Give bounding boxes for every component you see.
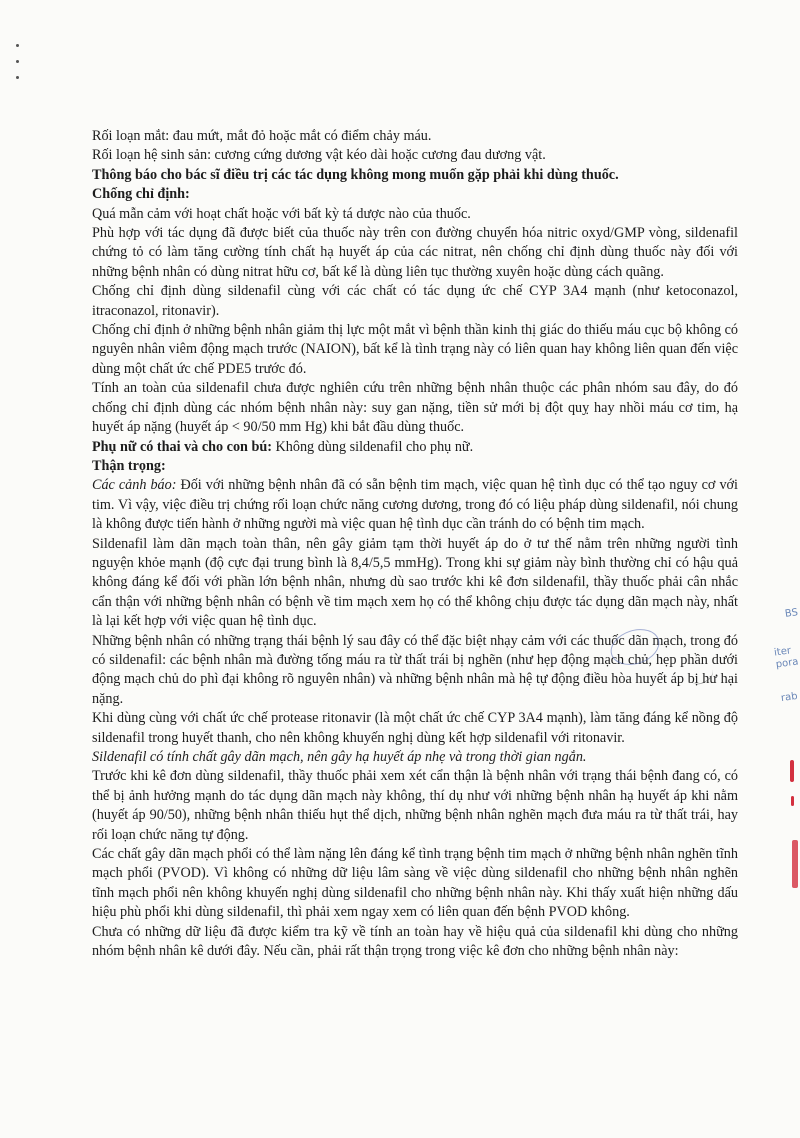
paragraph-safety-subgroups: Tính an toàn của sildenafil chưa được nghiên cứu trên những bệnh nhân thuộc các phân nhóm sau đây, do đó chống chỉ định dùng các nhóm bệnh nhân này: suy gan nặng, tiền sử mới bị đột quỵ hay nhồi máu cơ tim, hạ huyết áp nặng (huyết áp < 90/50 mm Hg) khi bắt đầu dùng thuốc. <box>92 380 738 436</box>
heading-precautions: Thận trọng: <box>92 457 166 474</box>
edge-mark-a: BS <box>784 607 799 620</box>
paragraph-notify-doctor: Thông báo cho bác sĩ điều trị các tác dụng không mong muốn gặp phải khi dùng thuốc. <box>92 166 619 183</box>
paragraph-no-data: Chưa có những dữ liệu đã được kiểm tra kỹ về tính an toàn hay về hiệu quả của sildenafil khi dùng cho những nhóm bệnh nhân kê dưới đây. Nếu cần, phải rất thận trọng trong việc kê đơn cho những bệnh nhân này: <box>92 923 738 960</box>
mark-dot <box>16 60 19 63</box>
red-stamp-stroke <box>792 840 798 888</box>
paragraph-pvod: Các chất gây dãn mạch phổi có thể làm nặng lên đáng kể tình trạng bệnh tim mạch ở những bệnh nhân nghẽn tĩnh mạch phổi (PVOD). Vì không có những dữ liệu lâm sàng về việc dùng sildenafil cho những bệnh nhân nghẽn tĩnh mạch phổi nên không khuyến nghị dùng sildenafil cho những bệnh nhân này. Khi thấy xuất hiện những dấu hiệu phù phổi khi dùng sildenafil, thì phải xem ngay xem có liên quan đến bệnh PVOD không. <box>92 846 738 921</box>
paragraph-ritonavir: Khi dùng cùng với chất ức chế protease ritonavir (là một chất ức chế CYP 3A4 mạnh), làm tăng đáng kể nồng độ sildenafil trong huyết thanh, cho nên không khuyến nghị dùng kết hợp sildenafil với ritonavir. <box>92 710 738 746</box>
paragraph-warnings <box>92 476 738 534</box>
paragraph-cyp3a4: Chống chỉ định dùng sildenafil cùng với các chất có tác dụng ức chế CYP 3A4 mạnh (như ketoconazol, itraconazol, ritonavir). <box>92 283 738 319</box>
edge-mark-b2: pora <box>775 656 800 671</box>
paragraph-vasodilation-note: Sildenafil có tính chất gây dãn mạch, nên gây hạ huyết áp nhẹ và trong thời gian ngắn. <box>92 749 587 765</box>
mark-dot <box>16 76 19 79</box>
edge-mark-b <box>774 645 800 672</box>
pregnancy-lead: Phụ nữ có thai và cho con bú: <box>92 438 272 455</box>
paragraph-nitrate: Phù hợp với tác dụng đã được biết của thuốc này trên con đường chuyển hóa nitric oxyd/GMP vòng, sildenafil chứng tỏ có làm tăng cường tính chất hạ huyết áp của các nitrat, nên chống chỉ định dùng thuốc này đối với những bệnh nhân có dùng nitrat hữu cơ, bất kể là dùng liên tục thường xuyên hoặc dùng cách quãng. <box>92 225 738 280</box>
paragraph-sensitive-patients: Những bệnh nhân có những trạng thái bệnh lý sau đây có thể đặc biệt nhạy cảm với các thuốc dãn mạch, trong đó có sildenafil: các bệnh nhân mà đường tống máu ra từ thất trái bị nghẽn (như hẹp động mạch chủ, hẹp phần dưới động mạch chủ do phì đại không rõ nguyên nhân) và những bệnh nhân mà hệ tự động điều hòa huyết áp bị hư hại nặng. <box>92 632 738 707</box>
red-stamp-stroke <box>790 760 794 782</box>
red-stamp-stroke <box>791 796 794 806</box>
paragraph-eye-disorders: Rối loạn mắt: đau mứt, mắt đỏ hoặc mắt có điểm chảy máu. <box>92 128 432 144</box>
warnings-text: Đối với những bệnh nhân đã có sẵn bệnh tim mạch, việc quan hệ tình dục có thể tạo nguy cơ với tim. Vì vậy, việc điều trị chứng rối loạn chức năng cương dương, trong đó có liệu pháp dùng sildenafil, nói chung là không được tiến hành ở những người mà việc quan hệ tình dục cần tránh do có bệnh tim mạch. <box>92 477 738 533</box>
pregnancy-text: Không dùng sildenafil cho phụ nữ. <box>271 438 474 455</box>
paragraph-naion: Chống chỉ định ở những bệnh nhân giảm thị lực một mắt vì bệnh thần kinh thị giác do thiếu máu cục bộ không có nguyên nhân viêm động mạch trước (NAION), bất kể là tình trạng này có liên quan hay không liên quan đến việc dùng một chất ức chế PDE5 trước đó. <box>92 322 738 377</box>
paragraph-pregnancy <box>92 438 738 457</box>
paragraph-vasodilation: Sildenafil làm dãn mạch toàn thân, nên gây giảm tạm thời huyết áp do ở tư thế nằm trên những người tình nguyện khỏe mạnh (độ cực đại trung bình là 8,4/5,5 mmHg). Trong khi sự giảm này bình thường chỉ có hậu quả không đáng kể đối với phần lớn bệnh nhân, nhưng dù sao trước khi kê đơn sildenafil, thầy thuốc phải cân nhắc cẩn thận với những bệnh nhân có bệnh về tim mạch xem họ có thể không chịu được tác dụng dãn mạch này, nhất là lại kết hợp với việc quan hệ tình dục. <box>92 535 738 630</box>
punch-hole-marks <box>16 44 19 92</box>
document-body <box>92 127 738 961</box>
paragraph-before-prescribing: Trước khi kê đơn dùng sildenafil, thầy thuốc phải xem xét cẩn thận là bệnh nhân với trạng thái bệnh đang có, có thể bị ảnh hưởng mạnh do tác dụng dãn mạch này không, thí dụ như với những bệnh nhân hạ huyết áp khi nằm (huyết áp 90/50), những bệnh nhân thiếu hụt thể dịch, những bệnh nhân nghẽn mạch đưa máu ra từ thất trái, hay rối loạn chức năng tự động. <box>92 768 738 843</box>
paragraph-hypersensitivity: Quá mẫn cảm với hoạt chất hoặc với bất kỳ tá dược nào của thuốc. <box>92 205 471 222</box>
mark-dot <box>16 44 19 47</box>
heading-contraindications: Chống chỉ định: <box>92 186 190 203</box>
edge-stamp-marks <box>774 600 800 900</box>
paragraph-reproductive-disorders: Rối loạn hệ sinh sản: cương cứng dương vật kéo dài hoặc cương đau dương vật. <box>92 147 546 164</box>
edge-mark-b1: iter <box>773 645 793 659</box>
warnings-lead: Các cảnh báo: <box>92 477 177 494</box>
edge-mark-c: rab <box>780 690 799 705</box>
